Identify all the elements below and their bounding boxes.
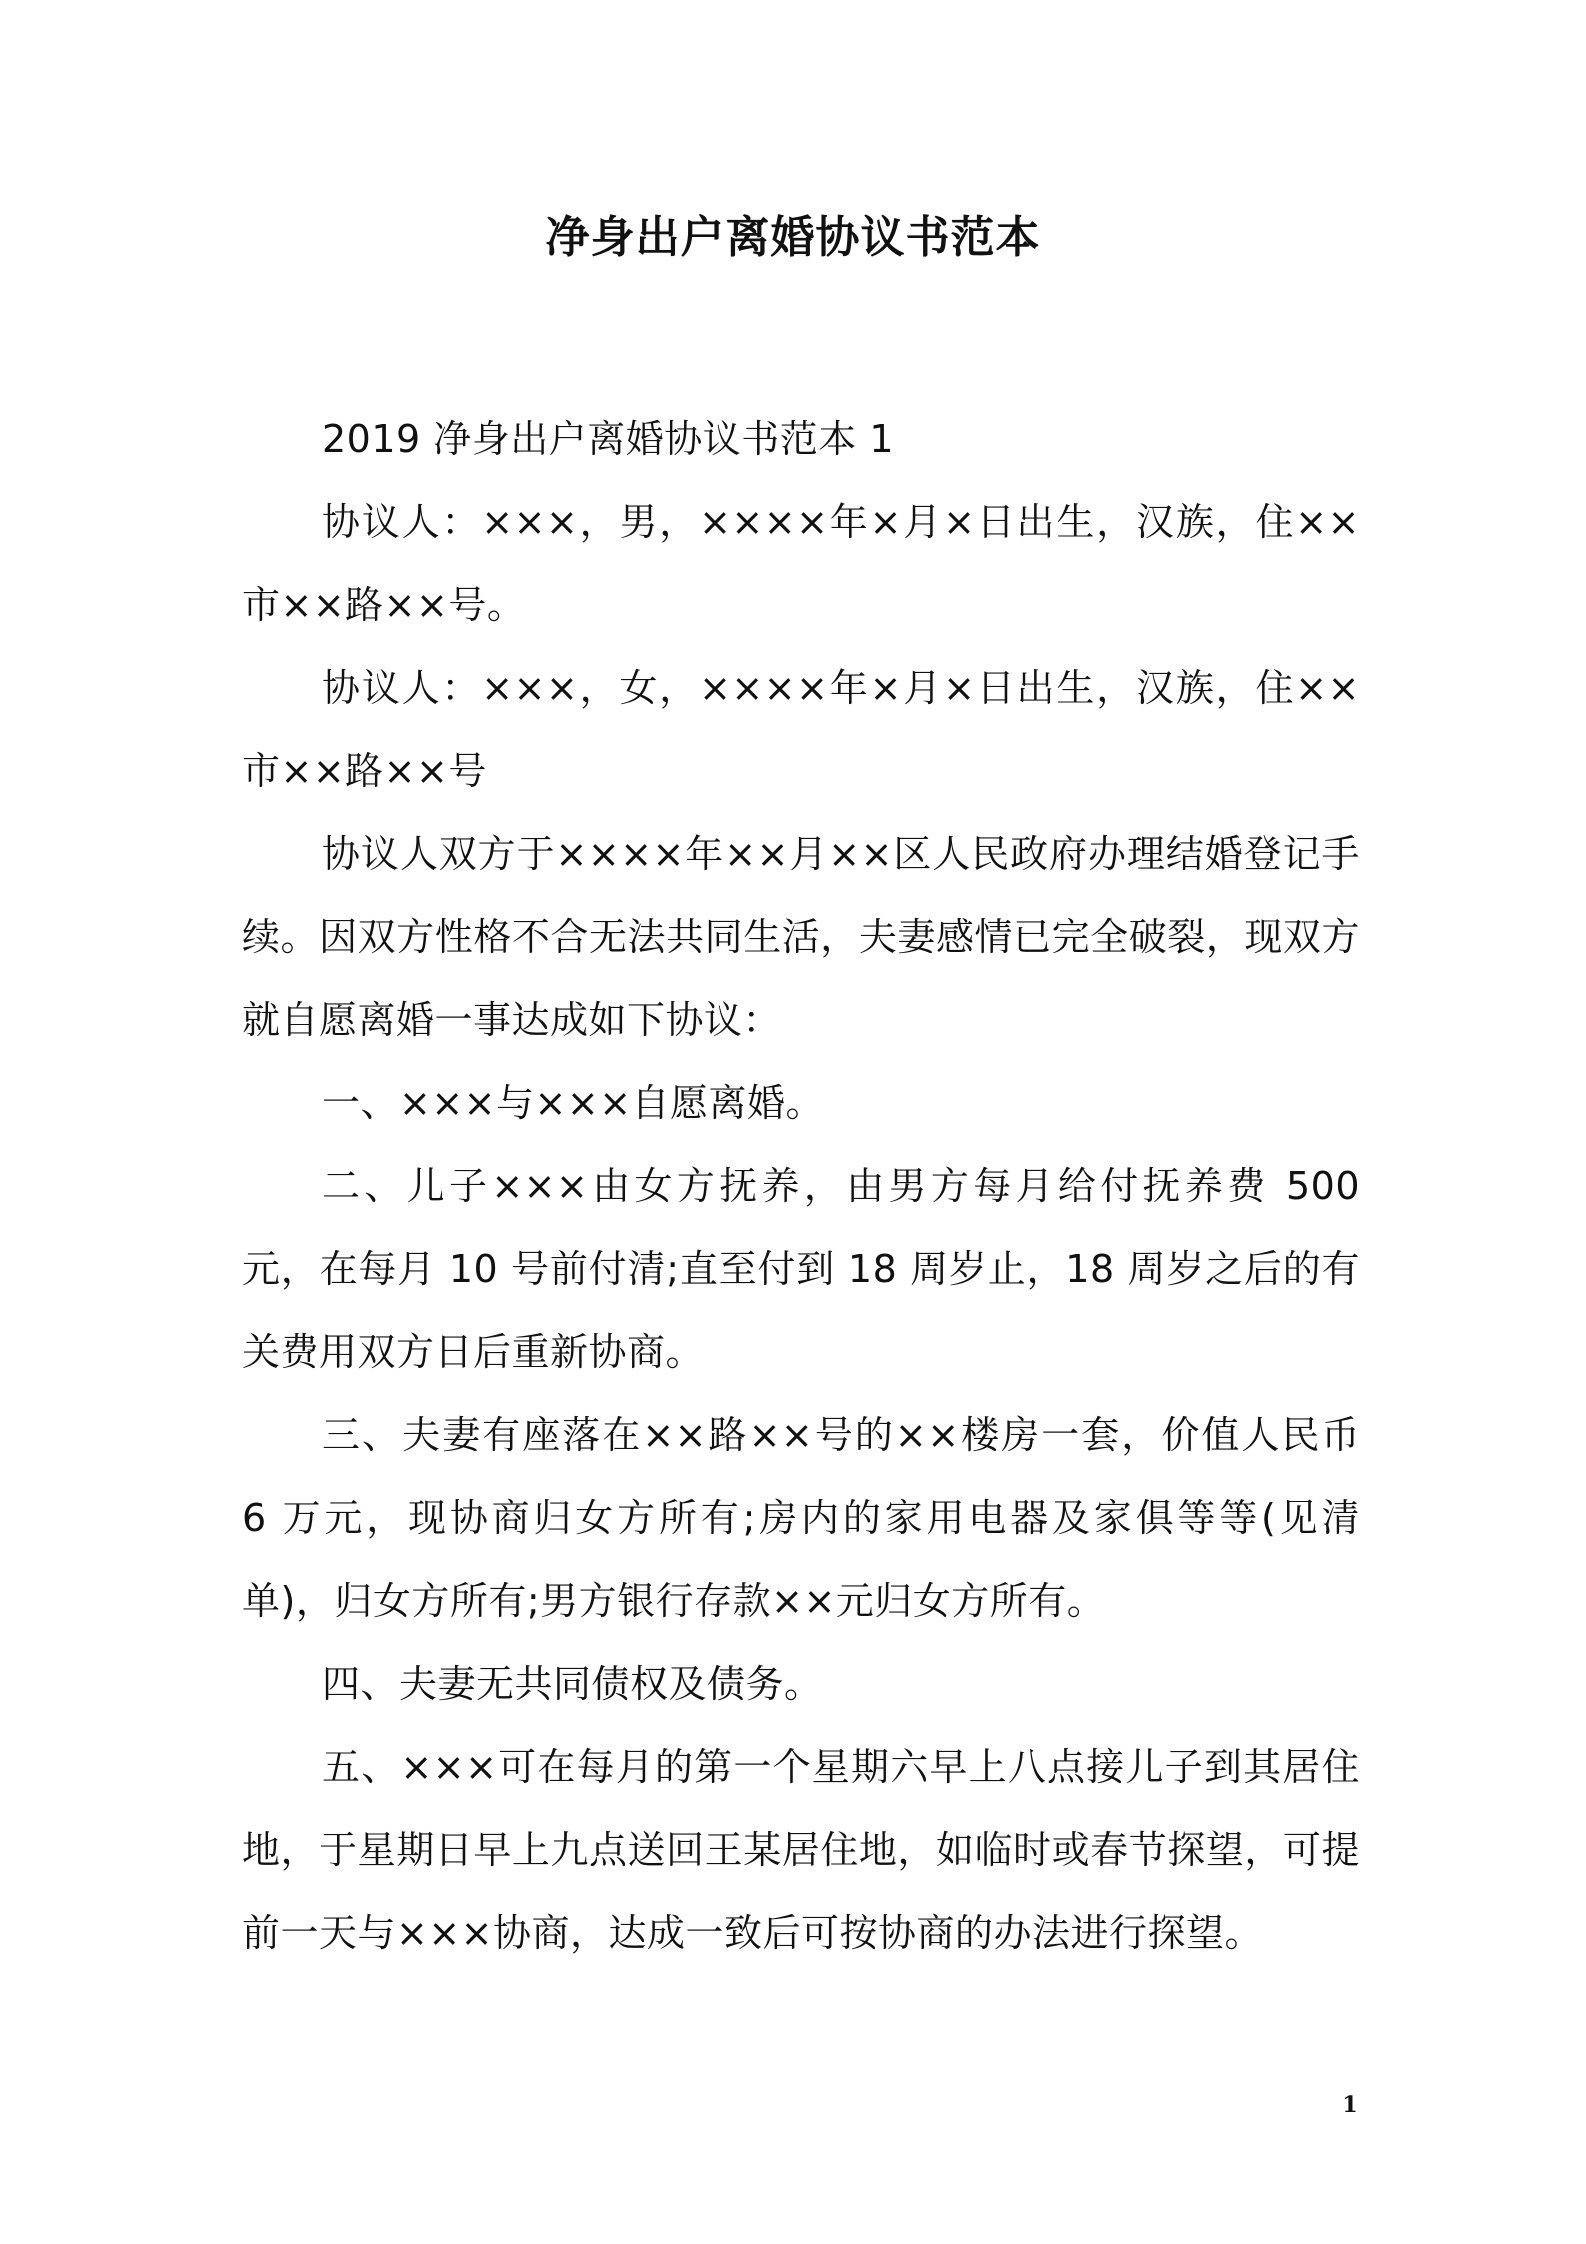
paragraph-preamble: 协议人双方于××××年××月××区人民政府办理结婚登记手续。因双方性格不合无法共同生活，夫妻感情已完全破裂，现双方就自愿离婚一事达成如下协议： bbox=[242, 832, 1360, 1042]
clause-2: 二、儿子×××由女方抚养，由男方每月给付抚养费 500 元，在每月 10 号前付清;直至付到 18 周岁止，18 周岁之后的有关费用双方日后重新协商。 bbox=[242, 1164, 1360, 1374]
paragraph-party-female: 协议人：×××，女，××××年×月×日出生，汉族，住××市××路××号 bbox=[242, 666, 1360, 793]
clause-1: 一、×××与×××自愿离婚。 bbox=[322, 1081, 825, 1125]
clause-3: 三、夫妻有座落在××路××号的××楼房一套，价值人民币 6 万元，现协商归女方所有;房内的家用电器及家俱等等(见清单)，归女方所有;男方银行存款××元归女方所有。 bbox=[242, 1413, 1360, 1623]
page-number: 1 bbox=[1342, 2092, 1358, 2118]
document-body bbox=[242, 398, 1360, 1975]
document-title: 净身出户离婚协议书范本 bbox=[545, 212, 1041, 263]
paragraph-subtitle: 2019 净身出户离婚协议书范本 1 bbox=[322, 417, 895, 461]
clause-4: 四、夫妻无共同债权及债务。 bbox=[322, 1662, 823, 1706]
paragraph-party-male: 协议人：×××，男，××××年×月×日出生，汉族，住××市××路××号。 bbox=[242, 500, 1360, 627]
clause-5: 五、×××可在每月的第一个星期六早上八点接儿子到其居住地，于星期日早上九点送回王某居住地，如临时或春节探望，可提前一天与×××协商，达成一致后可按协商的办法进行探望。 bbox=[242, 1745, 1360, 1955]
